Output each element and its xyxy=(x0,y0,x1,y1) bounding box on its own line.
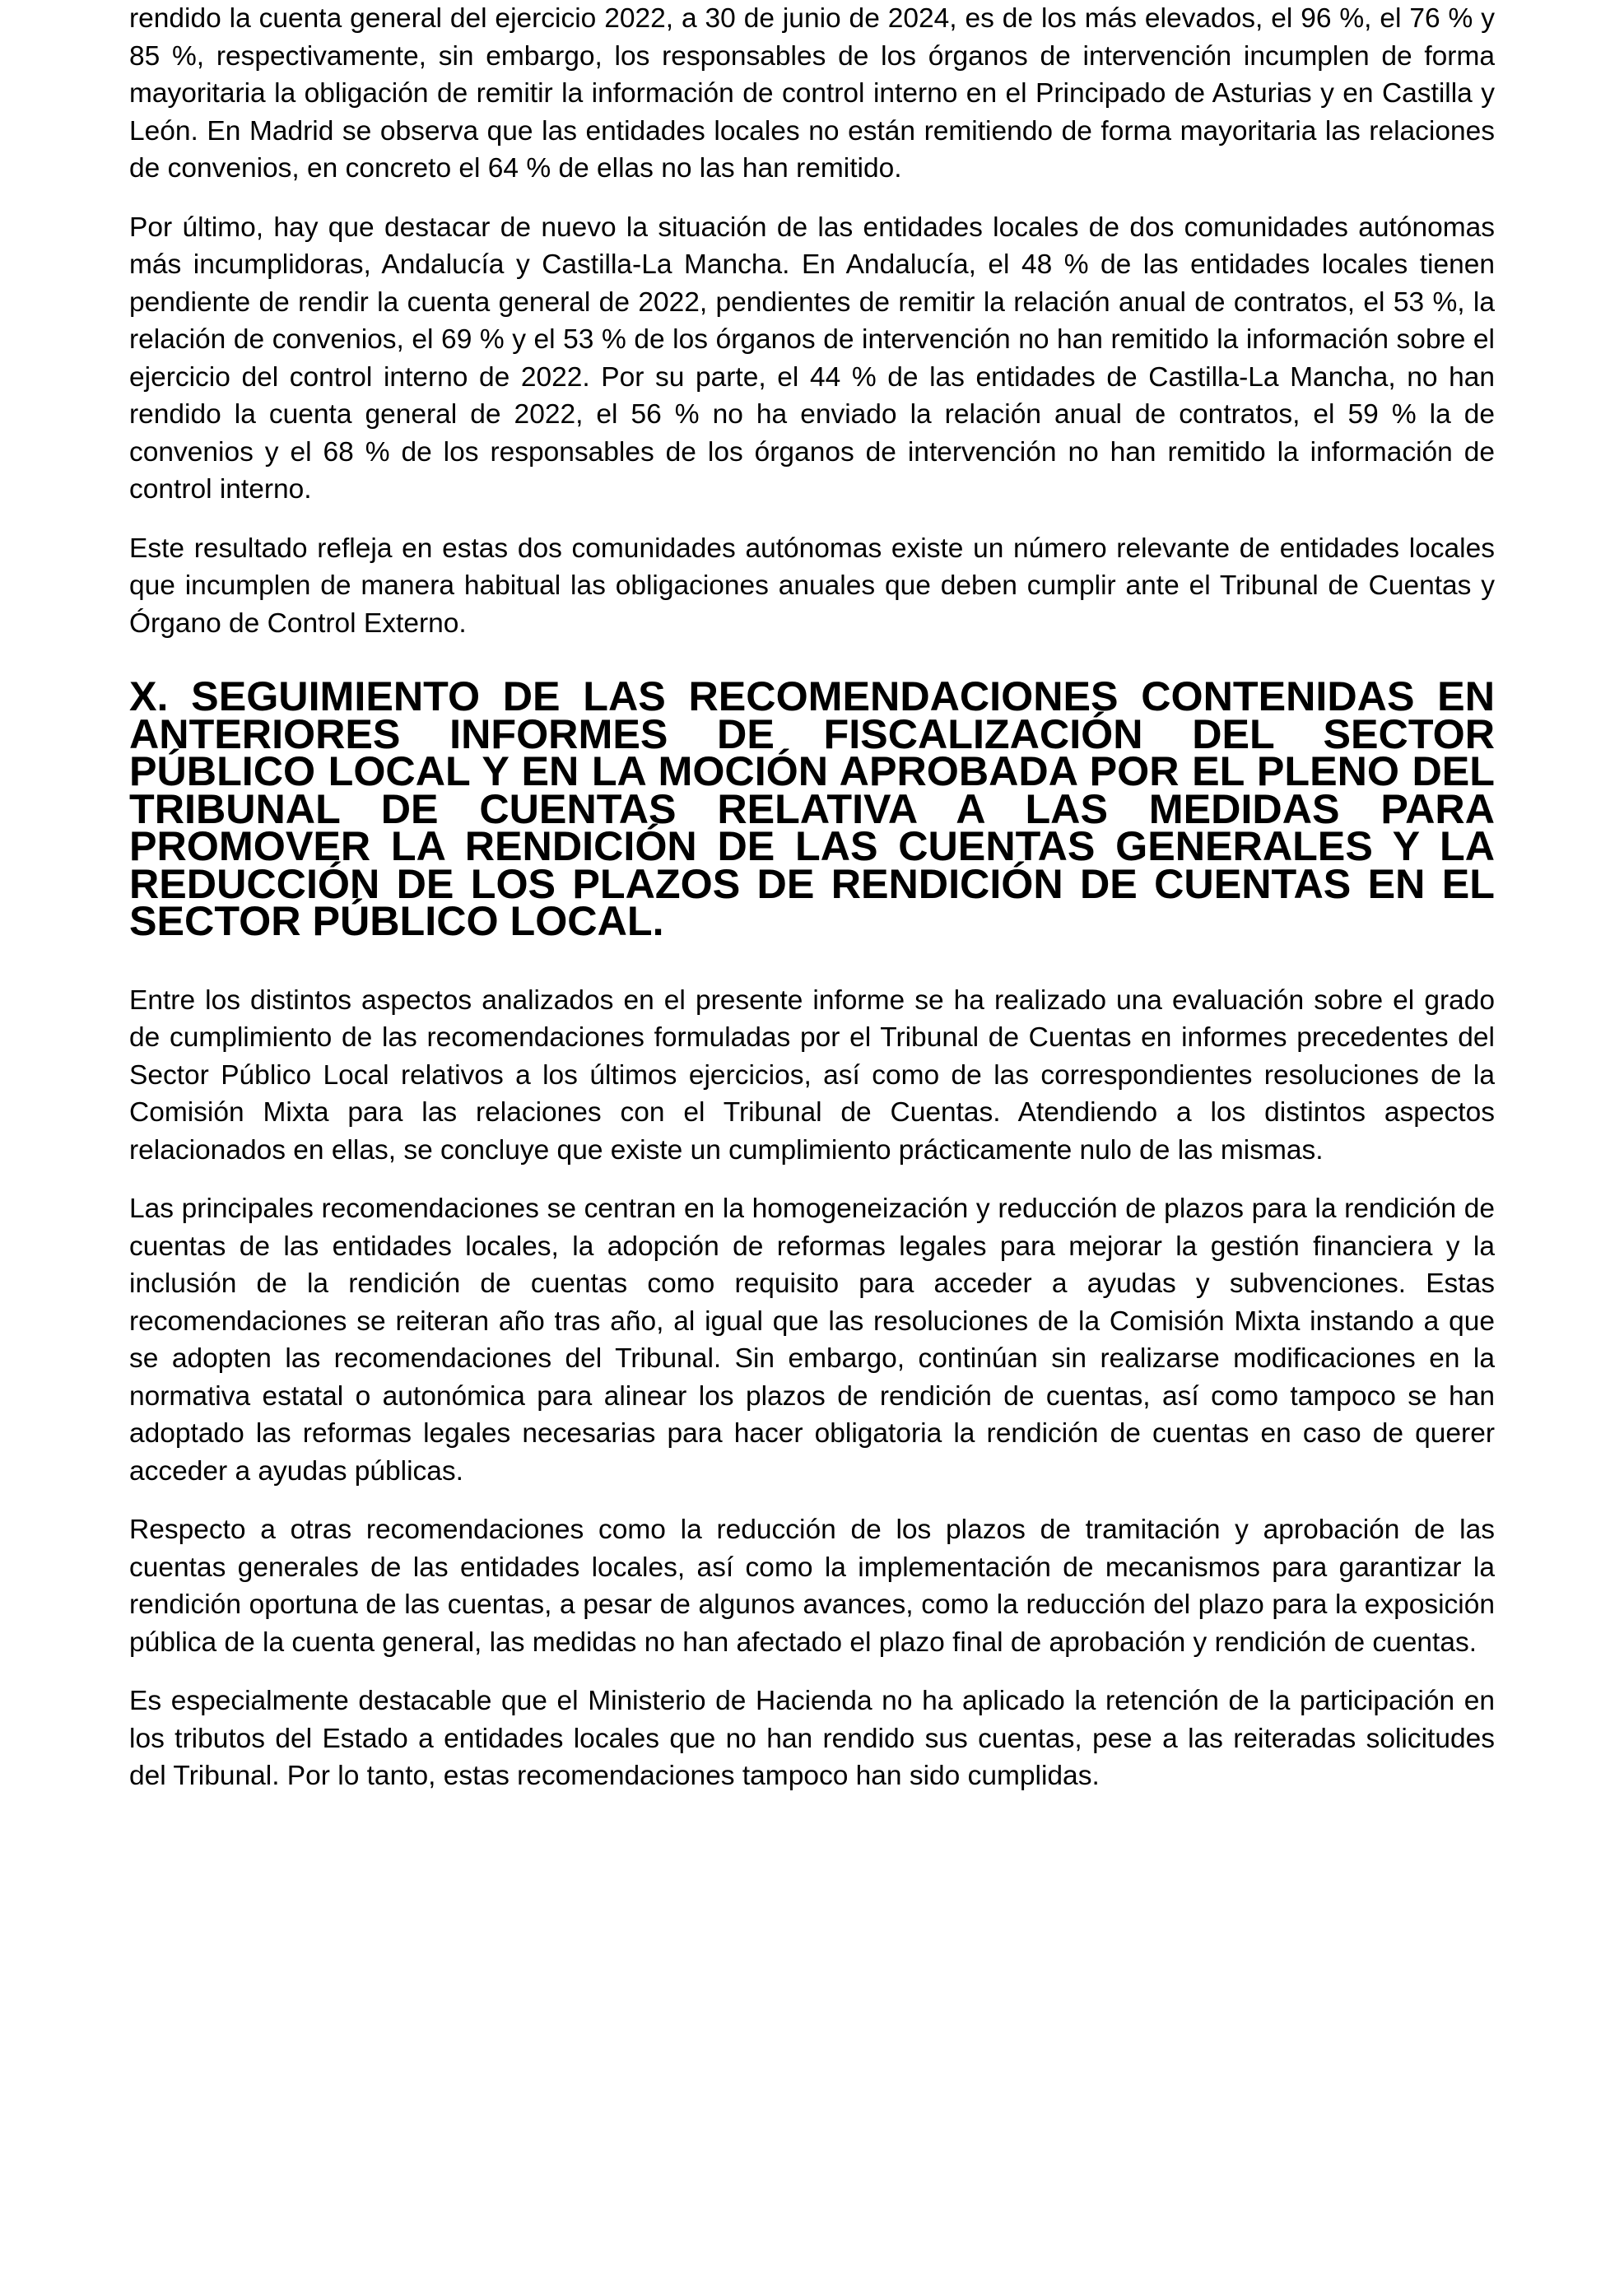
paragraph-andalucia-castilla: Por último, hay que destacar de nuevo la situación de las entidades locales de dos comunidades autónomas más incumplidoras, Andalucía y Castilla-La Mancha. En Andalucía, el 48 % de las entidades locales tienen pendiente de rendir la cuenta general de 2022, pendientes de remitir la relación anual de contratos, el 53 %, la relación de convenios, el 69 % y el 53 % de los órganos de intervención no han remitido la información sobre el ejercicio del control interno de 2022. Por su parte, el 44 % de las entidades de Castilla-La Mancha, no han rendido la cuenta general de 2022, el 56 % no ha enviado la relación anual de contratos, el 59 % la de convenios y el 68 % de los responsables de los órganos de intervención no han remitido la información de control interno. xyxy=(129,212,1495,505)
paragraph-evaluacion: Entre los distintos aspectos analizados en el presente informe se ha realizado una evaluación sobre el grado de cumplimiento de las recomendaciones formuladas por el Tribunal de Cuentas en informes precedentes del Sector Público Local relativos a los últimos ejercicios, así como de las correspondientes resoluciones de la Comisión Mixta para las relaciones con el Tribunal de Cuentas. Atendiendo a los distintos aspectos relacionados en ellas, se concluye que existe un cumplimiento prácticamente nulo de las mismas. xyxy=(129,984,1495,1166)
paragraph-recomendaciones: Las principales recomendaciones se centran en la homogeneización y reducción de plazos para la rendición de cuentas de las entidades locales, la adopción de reformas legales para mejorar la gestión financiera y la inclusión de la rendición de cuentas como requisito para acceder a ayudas y subvenciones. Estas recomendaciones se reiteran año tras año, al igual que las resoluciones de la Comisión Mixta instando a que se adopten las recomendaciones del Tribunal. Sin embargo, continúan sin realizarse modificaciones en la normativa estatal o autonómica para alinear los plazos de rendición de cuentas, así como tampoco se han adoptado las reformas legales necesarias para hacer obligatoria la rendición de cuentas en caso de querer acceder a ayudas públicas. xyxy=(129,1194,1495,1487)
paragraph-ministerio: Es especialmente destacable que el Ministerio de Hacienda no ha aplicado la retención de la participación en los tributos del Estado a entidades locales que no han rendido sus cuentas, pese a las reiteradas solicitudes del Tribunal. Por lo tanto, estas recomendaciones tampoco han sido cumplidas. xyxy=(129,1686,1495,1791)
paragraph-resultado: Este resultado refleja en estas dos comunidades autónomas existe un número relevante de entidades locales que incumplen de manera habitual las obligaciones anuales que deben cumplir ante el Tribunal de Cuentas y Órgano de Control Externo. xyxy=(129,533,1495,639)
document-body xyxy=(129,0,1495,1795)
paragraph-plazos: Respecto a otras recomendaciones como la reducción de los plazos de tramitación y aprobación de las cuentas generales de las entidades locales, así como la implementación de mecanismos para garantizar la rendición oportuna de las cuentas, a pesar de algunos avances, como la reducción del plazo para la exposición pública de la cuenta general, las medidas no han afectado el plazo final de aprobación y rendición de cuentas. xyxy=(129,1515,1495,1658)
section-heading: X. SEGUIMIENTO DE LAS RECOMENDACIONES CONTENIDAS EN ANTERIORES INFORMES DE FISCALIZACIÓN DEL SECTOR PÚBLICO LOCAL Y EN LA MOCIÓN APROBADA POR EL PLENO DEL TRIBUNAL DE CUENTAS RELATIVA A LAS MEDIDAS PARA PROMOVER LA RENDICIÓN DE LAS CUENTAS GENERALES Y LA REDUCCIÓN DE LOS PLAZOS DE RENDICIÓN DE CUENTAS EN EL SECTOR PÚBLICO LOCAL. xyxy=(129,673,1495,944)
paragraph-continuation: rendido la cuenta general del ejercicio 2022, a 30 de junio de 2024, es de los más elevados, el 96 %, el 76 % y 85 %, respectivamente, sin embargo, los responsables de los órganos de intervención incumplen de forma mayoritaria la obligación de remitir la información de control interno en el Principado de Asturias y en Castilla y León. En Madrid se observa que las entidades locales no están remitiendo de forma mayoritaria las relaciones de convenios, en concreto el 64 % de ellas no las han remitido. xyxy=(129,3,1495,184)
